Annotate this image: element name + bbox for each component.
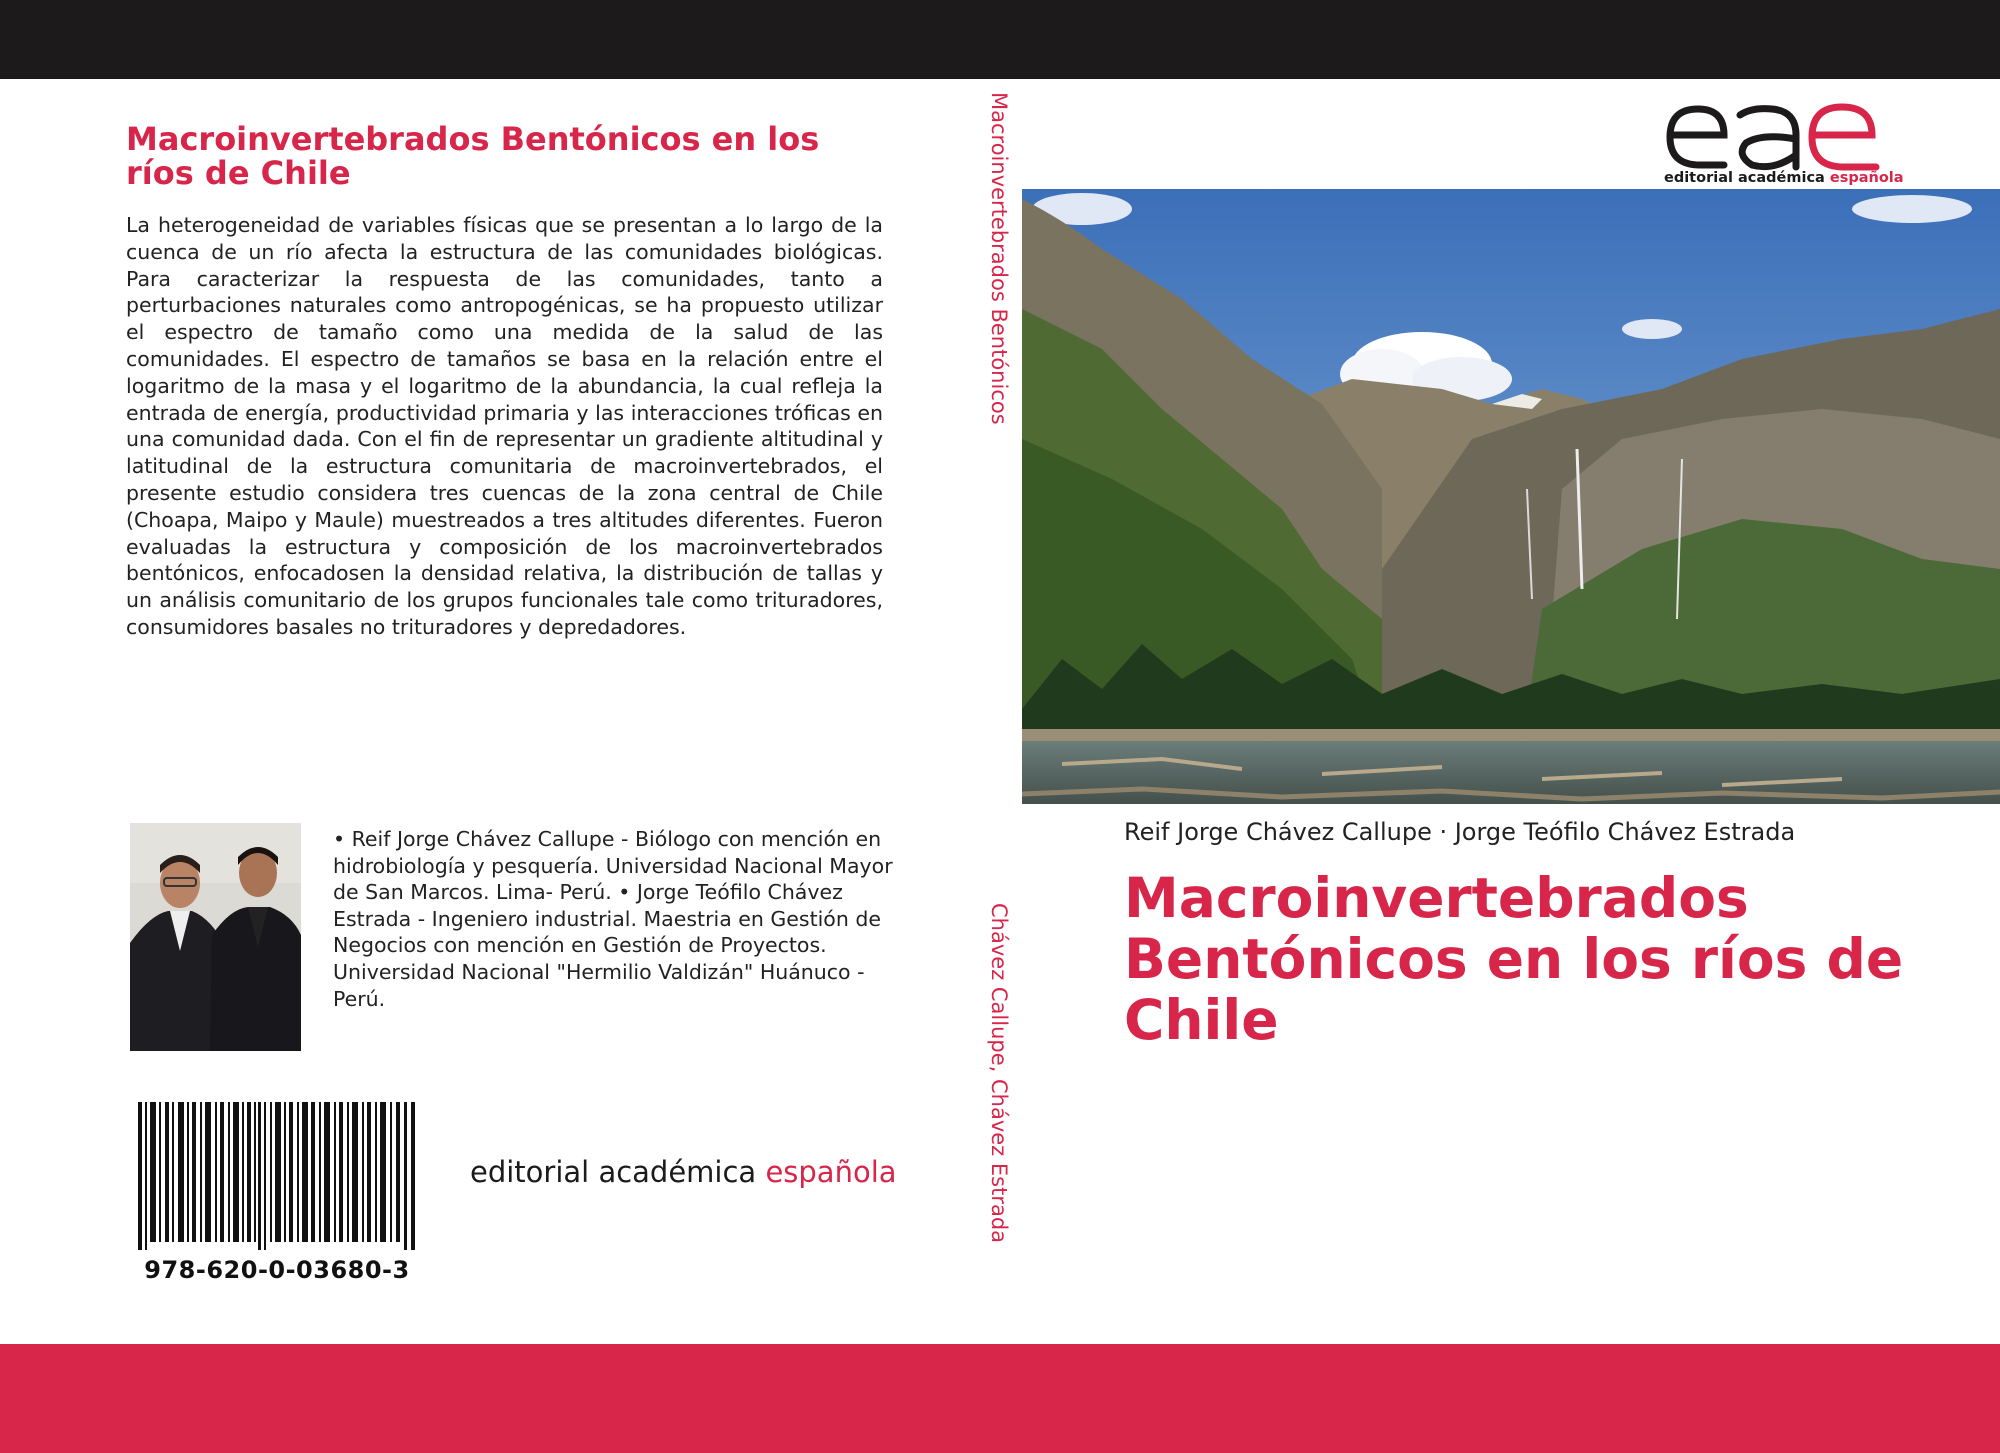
author-bio: • Reif Jorge Chávez Callupe - Biólogo con mención en hidrobiología y pesquería. Universidad Nacional Mayor de San Marcos. Lima- Perú. • Jorge Teófilo Chávez Estrada - Ingeniero industrial. Maestria en Gestión de Negocios con mención en Gestión de Proyectos. Universidad Nacional "Hermilio Valdizán" Huánuco - Perú. xyxy=(333,827,893,1011)
front-cover-title: Macroinvertebrados Bentónicos en los ríos de Chile xyxy=(1124,866,1904,1052)
publisher-name-accent: española xyxy=(765,1155,897,1189)
cover-landscape-photo xyxy=(1022,189,2000,804)
bottom-band xyxy=(0,1344,2000,1453)
spine-authors: Chávez Callupe, Chávez Estrada xyxy=(987,903,1011,1244)
author-photo xyxy=(130,823,301,1051)
logo-text-accent: española xyxy=(1829,170,1904,186)
top-band xyxy=(0,0,2000,79)
logo-text-main: editorial académica xyxy=(1664,170,1830,186)
publisher-name-back xyxy=(470,1155,897,1189)
back-cover-blurb: La heterogeneidad de variables físicas que se presentan a lo largo de la cuenca de un río afecta la estructura de las comunidades biológicas. Para caracterizar la respuesta de las comunidades, tanto a perturbaciones naturales como antropogénicas, se ha propuesto utilizar el espectro de tamaño como una medida de la salud de las comunidades. El espectro de tamaños se basa en la relación entre el logaritmo de la masa y el logaritmo de la abundancia, la cual refleja la entrada de energía, productividad primaria y las interacciones tróficas en una comunidad dada. Con el fin de representar un gradiente altitudinal y latitudinal de la estructura comunitaria de macroinvertebrados, el presente estudio considera tres cuencas de la zona central de Chile (Choapa, Maipo y Maule) muestreados a tres altitudes diferentes. Fueron evaluadas la estructura y composición de los macroinvertebrados bentónicos, enfocadosen la densidad relativa, la distribución de tallas y un análisis comunitario de los grupos funcionales tale como trituradores, consumidores basales no trituradores y depredadores. xyxy=(126,213,883,639)
barcode xyxy=(138,1102,416,1250)
spine-title: Macroinvertebrados Bentónicos xyxy=(987,92,1011,425)
front-cover-authors: Reif Jorge Chávez Callupe · Jorge Teófilo Chávez Estrada xyxy=(1124,818,1796,846)
isbn-number: 978-620-0-03680-3 xyxy=(144,1256,410,1284)
back-cover-title: Macroinvertebrados Bentónicos en los ríos de Chile xyxy=(126,120,820,192)
publisher-name-main: editorial académica xyxy=(470,1155,766,1189)
logo-text xyxy=(1664,170,1904,186)
